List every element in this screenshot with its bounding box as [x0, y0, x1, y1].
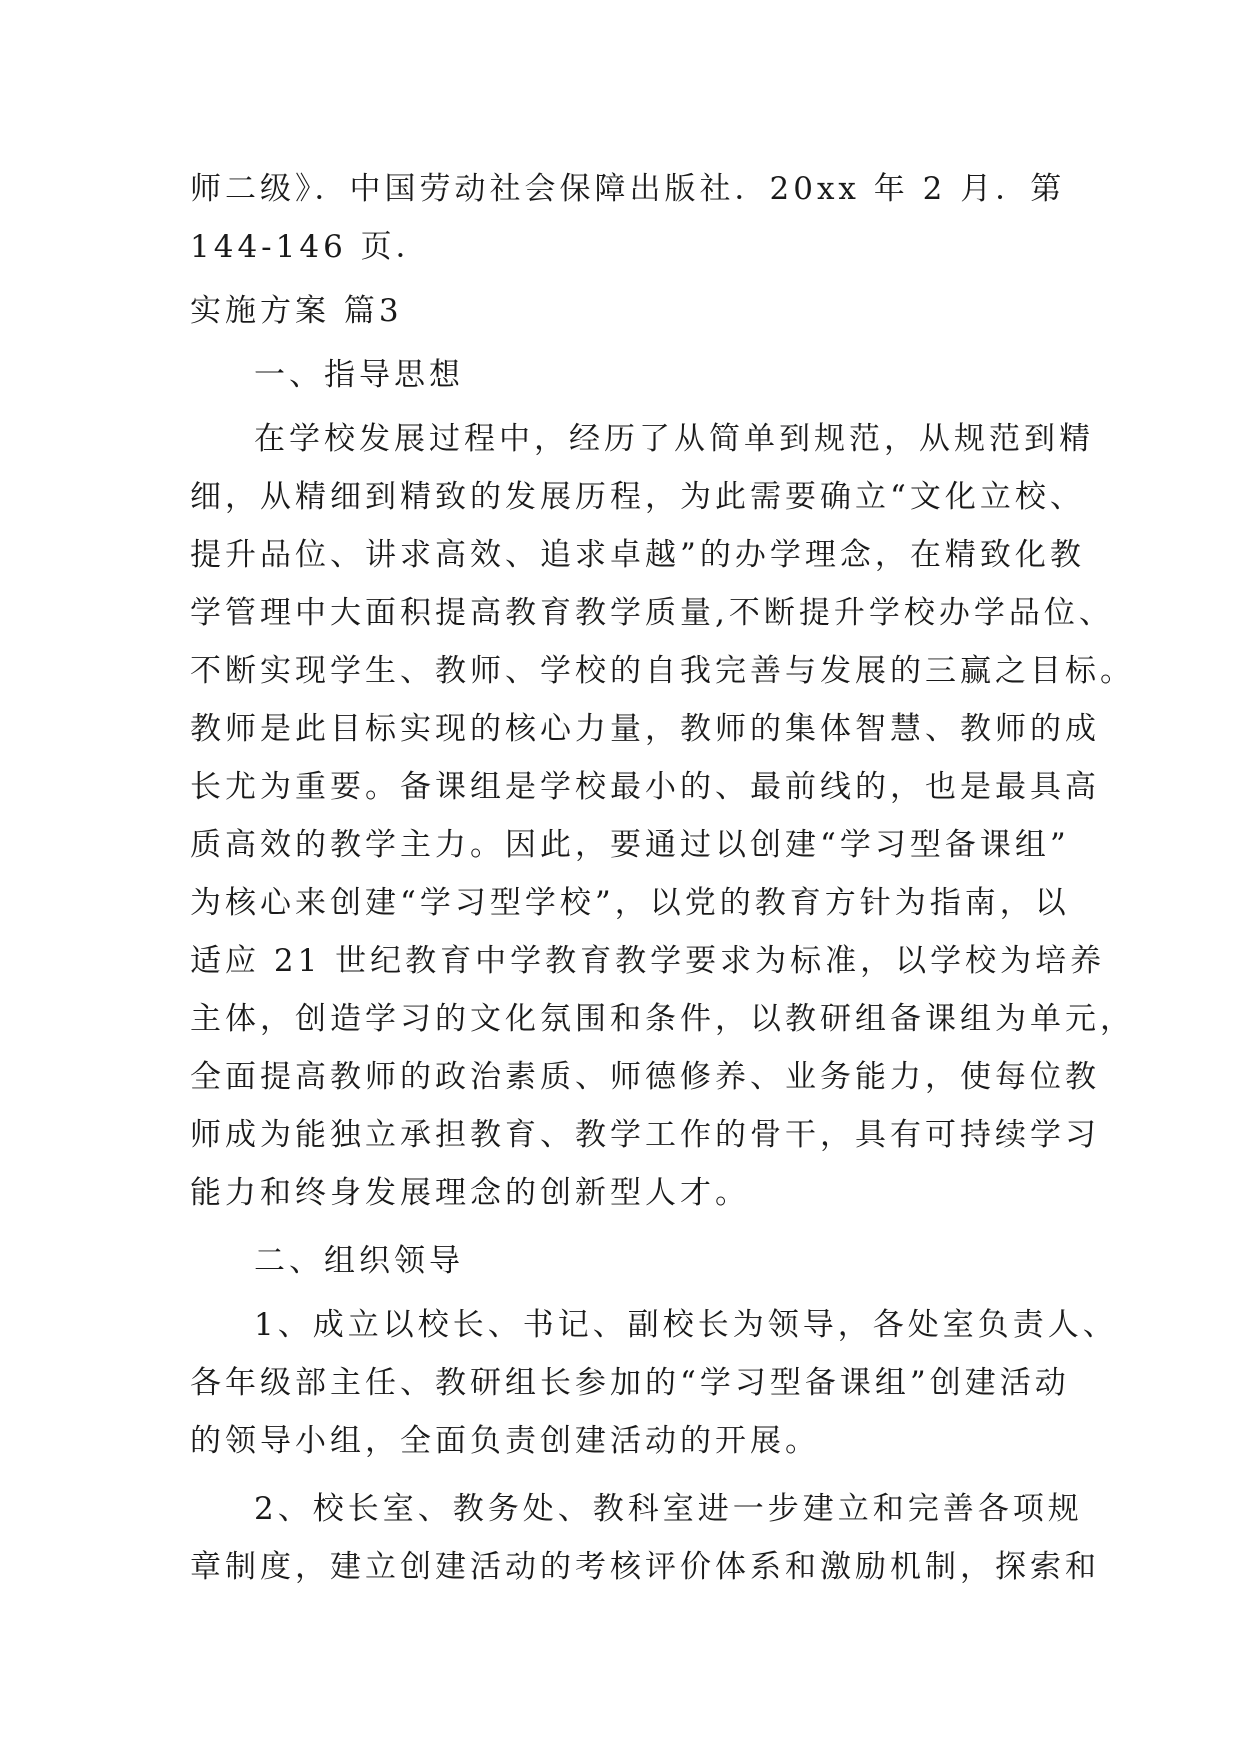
- paragraph-line: 全面提高教师的政治素质、师德修养、业务能力，使每位教: [190, 1059, 1100, 1095]
- paragraph-line: 不断实现学生、教师、学校的自我完善与发展的三赢之目标。: [190, 653, 1135, 689]
- reference-line-2: 144-146 页．: [190, 229, 431, 265]
- paragraph-line: 师成为能独立承担教育、教学工作的骨干，具有可持续学习: [190, 1117, 1100, 1153]
- paragraph-line: 长尤为重要。备课组是学校最小的、最前线的，也是最具高: [190, 769, 1100, 805]
- paragraph-line: 在学校发展过程中，经历了从简单到规范，从规范到精: [254, 421, 1094, 457]
- item-regulations: [190, 1480, 1100, 1596]
- paragraph-line: 质高效的教学主力。因此，要通过以创建“学习型备课组”: [190, 827, 1070, 863]
- paragraph-line: 主体，创造学习的文化氛围和条件，以教研组备课组为单元，: [190, 1001, 1135, 1037]
- heading-guiding-ideology: 一、指导思想: [254, 357, 464, 393]
- paragraph-line: 学管理中大面积提高教育教学质量,不断提升学校办学品位、: [190, 595, 1114, 631]
- paragraph-line: 为核心来创建“学习型学校”，以党的教育方针为指南，以: [190, 885, 1070, 921]
- paragraph-line: 的领导小组，全面负责创建活动的开展。: [190, 1423, 820, 1459]
- document-body: [190, 160, 1135, 1596]
- paragraph-line: 教师是此目标实现的核心力量，教师的集体智慧、教师的成: [190, 711, 1100, 747]
- paragraph-line: 适应 21 世纪教育中学教育教学要求为标准，以学校为培养: [190, 943, 1106, 979]
- paragraph-line: 2、校长室、教务处、教科室进一步建立和完善各项规: [254, 1491, 1083, 1527]
- heading-organization: 二、组织领导: [254, 1243, 464, 1279]
- paragraph-line: 细，从精细到精致的发展历程，为此需要确立“文化立校、: [190, 479, 1085, 515]
- paragraph-line: 章制度，建立创建活动的考核评价体系和激励机制，探索和: [190, 1549, 1100, 1585]
- paragraph-line: 1、成立以校长、书记、副校长为领导，各处室负责人、: [254, 1307, 1118, 1343]
- reference-line-1: 师二级》．中国劳动社会保障出版社．20xx 年 2 月．第: [190, 171, 1066, 207]
- paragraph-guiding-ideology: [190, 410, 1135, 1222]
- paragraph-line: 能力和终身发展理念的创新型人才。: [190, 1175, 750, 1211]
- paragraph-line: 各年级部主任、教研组长参加的“学习型备课组”创建活动: [190, 1365, 1070, 1401]
- paragraph-line: 提升品位、讲求高效、追求卓越”的办学理念，在精致化教: [190, 537, 1085, 573]
- item-leadership-group: [190, 1296, 1118, 1470]
- section-title: 实施方案 篇3: [190, 293, 403, 329]
